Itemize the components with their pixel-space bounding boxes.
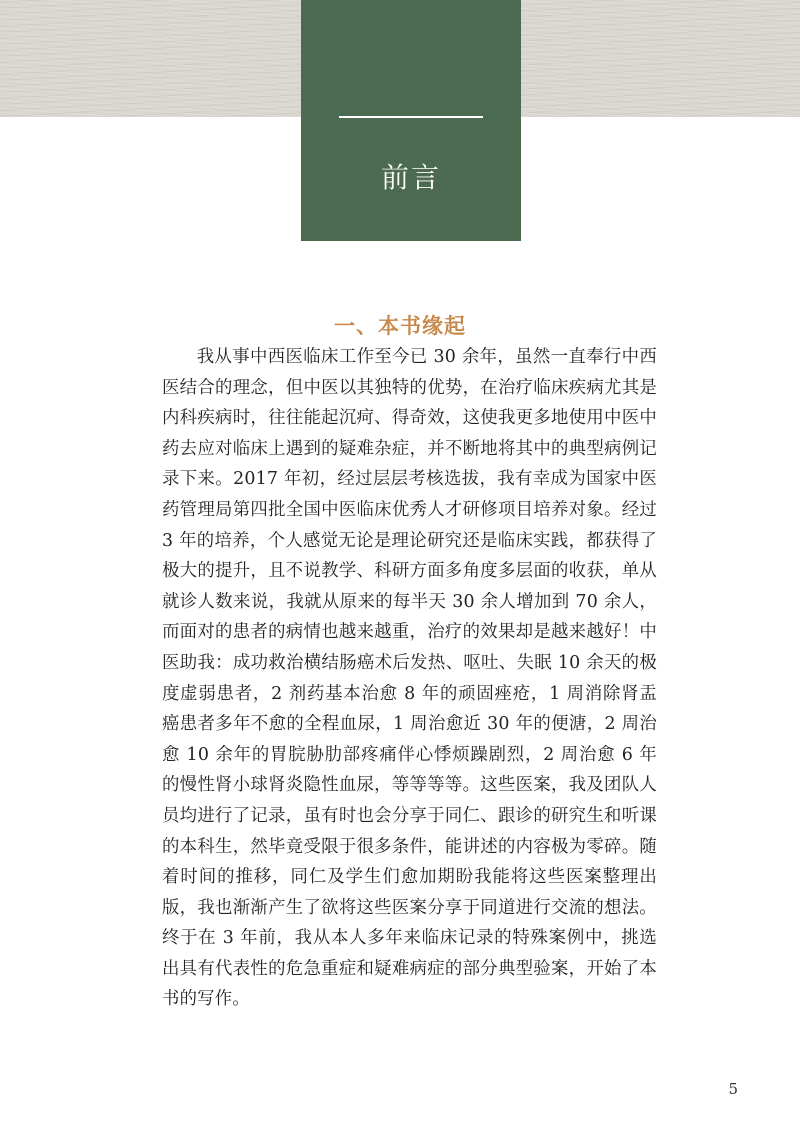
body-paragraph: 我从事中西医临床工作至今已 30 余年，虽然一直奉行中西医结合的理念，但中医以其独特的优势，在治疗临床疾病尤其是内科疾病时，往往能起沉疴、得奇效，这使我更多地使用中医中药去应对临床上遇到的疑难杂症，并不断地将其中的典型病例记录下来。2017 年初，经过层层考核选拔，我有幸成为国家中医药管理局第四批全国中医临床优秀人才研修项目培养对象。经过 3 年的培养，个人感觉无论是理论研究还是临床实践，都获得了极大的提升，且不说教学、科研方面多角度多层面的收获，单从就诊人数来说，我就从原来的每半天 30 余人增加到 70 余人，而面对的患者的病情也越来越重，治疗的效果却是越来越好！中医助我：成功救治横结肠癌术后发热、呕吐、失眠 10 余天的极度虚弱患者，2 剂药基本治愈 8 年的顽固痤疮，1 周消除肾盂癌患者多年不愈的全程血尿，1 周治愈近 30 年的便溏，2 周治愈 10 余年的胃脘胁肋部疼痛伴心悸烦躁剧烈，2 周治愈 6 年的慢性肾小球肾炎隐性血尿，等等等等。这些医案，我及团队人员均进行了记录，虽有时也会分享于同仁、跟诊的研究生和听课的本科生，然毕竟受限于很多条件，能讲述的内容极为零碎。随着时间的推移，同仁及学生们愈加期盼我能将这些医案整理出版，我也渐渐产生了欲将这些医案分享于同道进行交流的想法。终于在 3 年前，我从本人多年来临床记录的特殊案例中，挑选出具有代表性的危急重症和疑难病症的部分典型验案，开始了本书的写作。 <box>162 347 657 1010</box>
title-divider <box>339 116 483 118</box>
chapter-title-block <box>301 0 521 241</box>
page-number: 5 <box>728 1080 738 1098</box>
section-heading: 一、本书缘起 <box>334 313 466 338</box>
chapter-title: 前言 <box>380 161 441 194</box>
